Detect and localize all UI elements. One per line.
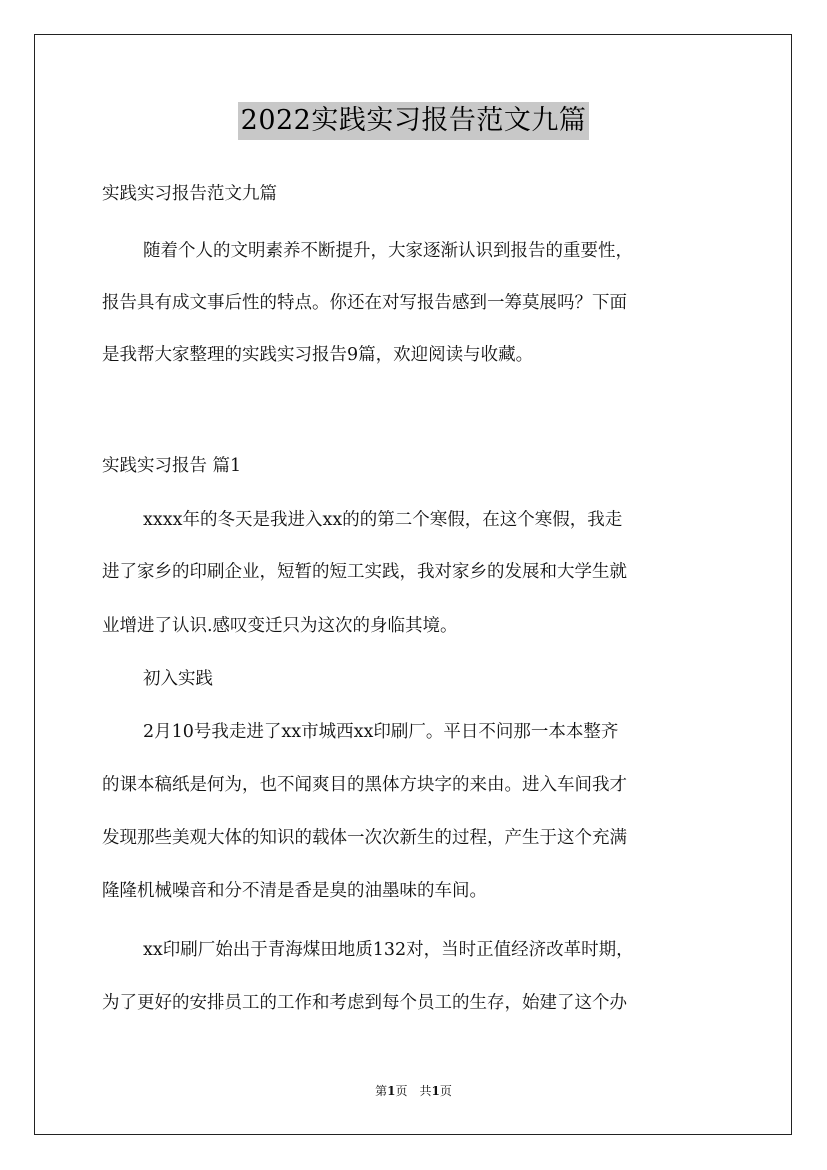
intro-line-3: 是我帮大家整理的实践实习报告9篇，欢迎阅读与收藏。 [102,345,534,365]
footer-page-suffix: 页 [439,1084,452,1098]
footer-page-prefix: 第 [375,1084,388,1098]
intro-line-2: 报告具有成文事后性的特点。你还在对写报告感到一筹莫展吗？下面 [102,293,627,313]
footer-page-total: 1 [431,1084,440,1098]
document-title: 2022实践实习报告范文九篇 [238,102,590,140]
title-container [0,102,827,140]
section-heading: 实践实习报告 篇1 [102,456,242,476]
para3-line-2: 为了更好的安排员工的工作和考虑到每个员工的生存，始建了这个办 [102,993,627,1013]
para1-line-3: 业增进了认识.感叹变迁只为这次的身临其境。 [102,616,458,636]
footer-page-number: 1 [387,1084,396,1098]
para3-line-1: xx印刷厂始出于青海煤田地质132对，当时正值经济改革时期， [143,940,634,960]
page-footer [0,1083,827,1099]
para2-line-1: 2月10号我走进了xx市城西xx印刷厂。平日不问那一本本整齐 [143,722,619,742]
para2-line-4: 隆隆机械噪音和分不清是香是臭的油墨味的车间。 [102,881,487,901]
document-subtitle: 实践实习报告范文九篇 [102,184,277,204]
para2-line-3: 发现那些美观大体的知识的载体一次次新生的过程，产生于这个充满 [102,828,627,848]
para1-line-1: xxxx年的冬天是我进入xx的的第二个寒假，在这个寒假，我走 [143,510,623,530]
para1-line-2: 进了家乡的印刷企业，短暂的短工实践，我对家乡的发展和大学生就 [102,562,627,582]
intro-line-1: 随着个人的文明素养不断提升，大家逐渐认识到报告的重要性， [143,241,633,261]
para2-line-2: 的课本稿纸是何为，也不闻爽目的黑体方块字的来由。进入车间我才 [102,775,627,795]
footer-page-mid: 页 共 [395,1084,432,1098]
subheading: 初入实践 [143,669,213,689]
